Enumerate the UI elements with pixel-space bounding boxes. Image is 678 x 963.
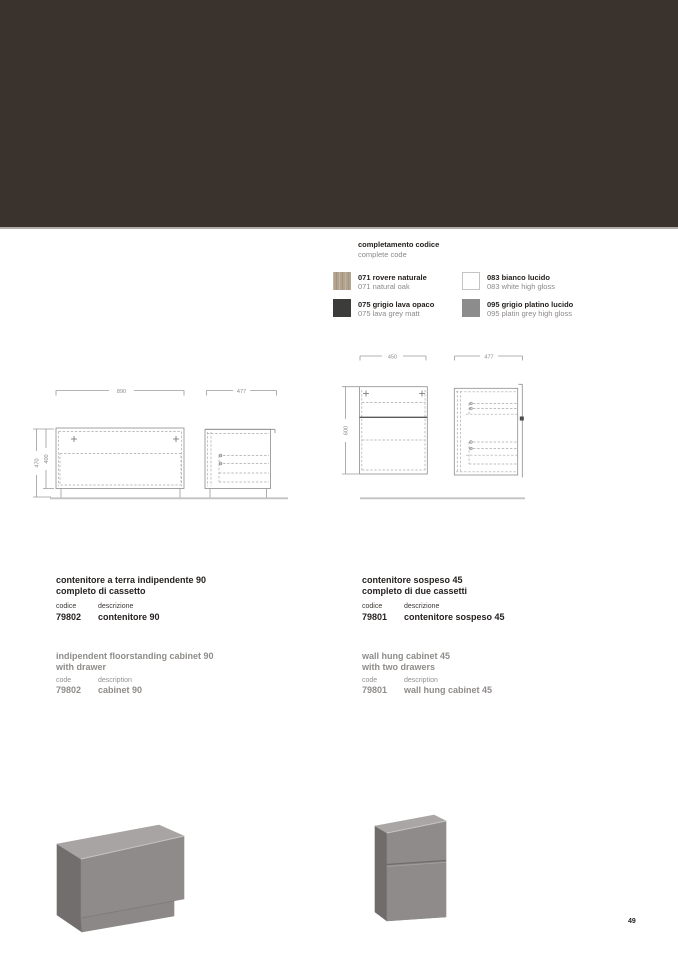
product-meta-values-it: [56, 612, 160, 622]
legend-item-095-label-en: 095 platin grey high gloss: [487, 309, 573, 318]
swatch-075-grigio-lava: [333, 299, 351, 317]
page-number: 49: [628, 918, 636, 925]
legend-subtitle: complete code: [358, 250, 407, 259]
product-title-en-line1: indipendent floorstanding cabinet 90: [56, 651, 214, 661]
product-meta-values-it: [362, 612, 505, 622]
legend-item-083-label-it: 083 bianco lucido: [487, 273, 550, 282]
value-description: cabinet 90: [98, 685, 143, 695]
product-title-it: [362, 575, 662, 597]
render-floorstanding-cabinet: [57, 825, 184, 932]
legend-item-071: [358, 273, 427, 291]
dim-477b-label: 477: [484, 354, 494, 361]
product-title-en-line2: with two drawers: [362, 662, 436, 672]
render-wallhung-front-face: [387, 821, 446, 921]
value-code: 79802: [56, 685, 82, 695]
legend-item-071-label-it: 071 rovere naturale: [358, 273, 427, 282]
technical-drawings: [30, 340, 530, 505]
drawing-wallhung-side: [454, 355, 524, 478]
product-title-it-line2: completo di due cassetti: [362, 586, 468, 596]
label-code: code: [56, 677, 72, 684]
legend-item-095-label-it: 095 grigio platino lucido: [487, 300, 574, 309]
product-meta-labels-en: [362, 677, 438, 685]
label-code: code: [362, 677, 378, 684]
product-info-floorstanding: [56, 575, 356, 705]
product-renders: [40, 810, 460, 945]
label-codice: codice: [56, 603, 77, 610]
product-info-wallhung: [362, 575, 662, 705]
product-title-en: [362, 651, 450, 673]
hero-image: [0, 0, 678, 229]
value-descrizione: contenitore sospeso 45: [404, 611, 505, 622]
product-title-it-line2: completo di cassetto: [56, 586, 146, 596]
product-title-en: [56, 651, 214, 673]
dim-400-label: 400: [44, 454, 50, 464]
value-description: wall hung cabinet 45: [404, 685, 493, 695]
product-meta-values-en: [56, 685, 142, 695]
swatch-071-rovere-naturale: [333, 272, 351, 290]
dim-450-label: 450: [387, 354, 398, 361]
label-description: description: [404, 677, 438, 684]
legend-item-075-label-en: 075 lava grey matt: [358, 309, 420, 318]
drawing-wallhung-front: [342, 355, 427, 475]
product-title-en-line2: with drawer: [56, 662, 107, 672]
legend-item-083-label-en: 083 white high gloss: [487, 282, 555, 291]
legend-title: completamento codice: [358, 240, 440, 249]
swatch-095-grigio-platino: [462, 299, 480, 317]
product-title-it-line1: contenitore sospeso 45: [362, 575, 463, 585]
legend-item-095: [487, 300, 573, 318]
legend-item-071-label-en: 071 natural oak: [358, 282, 410, 291]
legend-item-083: [487, 273, 555, 291]
render-wallhung-cabinet: [375, 815, 446, 921]
drawing-floorstanding-front: [33, 389, 184, 498]
value-descrizione: contenitore 90: [98, 611, 160, 622]
drawing-floorstanding-side: [205, 389, 277, 498]
value-codice: 79801: [362, 611, 388, 622]
value-codice: 79802: [56, 611, 82, 622]
product-title-it-line1: contenitore a terra indipendente 90: [56, 575, 207, 585]
product-title-it: [56, 575, 356, 597]
product-meta-values-en: [362, 685, 492, 695]
swatch-083-bianco-lucido: [462, 272, 480, 290]
label-codice: codice: [362, 603, 383, 610]
label-descrizione: descrizione: [98, 603, 134, 610]
label-description: description: [98, 677, 132, 684]
product-meta-labels-it: [362, 603, 439, 611]
label-descrizione: descrizione: [404, 603, 440, 610]
product-meta-labels-en: [56, 677, 132, 685]
dim-890-label: 890: [116, 389, 127, 395]
dim-470-label: 470: [34, 458, 41, 468]
legend-item-075-label-it: 075 grigio lava opaco: [358, 300, 435, 309]
dim-600-label: 600: [343, 425, 350, 436]
legend-item-075: [358, 300, 434, 318]
product-meta-labels-it: [56, 603, 133, 611]
product-title-en-line1: wall hung cabinet 45: [362, 651, 451, 661]
value-code: 79801: [362, 685, 388, 695]
dim-477-label: 477: [236, 389, 247, 395]
render-wallhung-side-face: [375, 826, 387, 921]
